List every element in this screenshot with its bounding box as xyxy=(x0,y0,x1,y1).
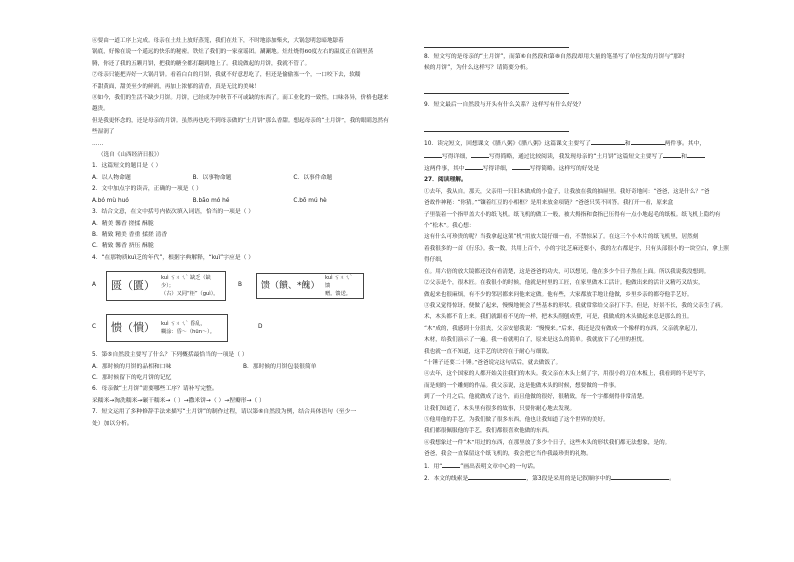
question-4 xyxy=(92,253,394,348)
article-line: 木材，给我们演示了一遍。我一看就明白了，原来是这么的简单。我就放下了心里的担忧。 xyxy=(424,337,648,344)
dict-row-cd xyxy=(92,308,394,348)
article-line: 到了一个月之后，他就做成了这个，而且他做的很好，很精致，每一个字都刻得非常清楚。 xyxy=(424,394,648,401)
article-line: 术，木头都不肯上来。我们就跟看不见的一样，把木头削刨成型，可是，我做成的木头做起来总是那么的丑。 xyxy=(424,314,693,321)
blank[interactable] xyxy=(687,151,705,158)
article-tail xyxy=(92,36,394,161)
q10-text: 和 xyxy=(681,153,687,160)
dict-def-line: kuì ㄎㄨㄟˋ 馈 xyxy=(325,275,353,290)
article-line: 这有什么可珍贵的呢？当我拿起这架“机”用放大镜仔细一看，不禁惊呆了。在这三个小木片的纸飞机里，居然刻 xyxy=(424,234,699,241)
q-text: 1．用“ xyxy=(424,463,443,470)
reading-question-2 xyxy=(424,473,730,485)
article-line: 而是刻的一个雕刻的作品。我父亲说，这是他做木头的时候，想要做的一件事。 xyxy=(424,382,620,389)
option-b[interactable]: B．那时候的月饼包装很简单 xyxy=(243,363,317,370)
article-line: 我也就一直不知道，这手艺的诀窍在于耐心与细致。 xyxy=(424,348,553,355)
option-a[interactable]: A．精美 馨香 搓揉 酥脆 xyxy=(92,220,154,227)
dict-def-line: kuì ㄎㄨㄟˋ 昏乱， xyxy=(161,321,206,328)
dict-headword: 愦（憒） xyxy=(111,321,155,335)
question-7 xyxy=(92,407,394,430)
question-stem: 9．短文最后一自然段与开头有什么关系？这样写有什么好处？ xyxy=(424,101,585,108)
blank[interactable] xyxy=(611,473,669,480)
article-line: ⑧如今，我们的生活不缺少月饼。月饼，已经成为中秋节不可或缺的东西了。而工业化的一致性，口味各异，价格也越来越贵。 xyxy=(92,95,389,113)
blank[interactable] xyxy=(591,138,625,145)
option-c-label: C xyxy=(92,324,97,331)
option-b[interactable]: B．以事物命题 xyxy=(192,174,232,181)
q10-text: 和 xyxy=(624,141,631,148)
question-5 xyxy=(92,350,394,384)
option-b[interactable]: B.bāo mó hé xyxy=(192,197,230,204)
q10-text: 两件事。其中， xyxy=(664,141,706,148)
article-line: 子里装着一个指甲盖大小的纸飞机。纸飞机的做工一般，被大拇指和食指已压得有一点小地起毛的纸板。纸飞机上隐约有个“松木”。我心想： xyxy=(424,211,721,230)
article-line: 锅底，好像在说一个遥远的快乐的秘密。铁灶了我们的一家童谣团。涮涮地。灶灶烧得60度左右的温度正在锅里蒸 xyxy=(92,49,374,56)
q10-text: 这两件事，其中 xyxy=(424,166,465,173)
option-c[interactable]: C．那时候留下的吃月饼的记忆 xyxy=(92,374,172,381)
q-text: ，第3段是采用的是记叙顺序中的 xyxy=(526,476,612,482)
option-c[interactable]: C．以事件命题 xyxy=(293,174,333,181)
article-line: 做起来也很麻烦，有不少的邻居都来问他来定做。他有些，大家都放手地让他做，乡里乡亲的都夸他手艺好。 xyxy=(424,291,693,298)
article-line: “木”成的，我感到十分沮丧，父亲安慰我说：“慢慢来。”后来，我还是没有做成一个像样的东西，父亲就拿起刀， xyxy=(424,325,702,332)
article-source: （选自《山西经济日报》） xyxy=(98,152,163,159)
question-6 xyxy=(92,384,394,407)
q10-line-2 xyxy=(424,151,730,163)
right-column xyxy=(424,36,730,485)
dict-entry-a[interactable] xyxy=(106,271,226,301)
question-stem: 8．短文写的是母亲的“土月饼”，而第⑥自然段和第⑧自然段却用大量的笔墨写了单位发的月饼与“那时 xyxy=(424,54,685,60)
option-c[interactable]: C．精致 馨香 挤压 酥脆 xyxy=(92,243,154,250)
question-stem xyxy=(424,461,730,473)
q10-text: 写得详细， xyxy=(482,166,512,173)
option-b[interactable]: B．精致 精美 香重 揉搓 清香 xyxy=(92,231,168,238)
q10-line-3 xyxy=(424,163,730,175)
blank[interactable] xyxy=(663,151,681,158)
option-d-label[interactable]: D xyxy=(258,324,263,331)
question-stem: 2．文中加点字的读音，正确的一项是（ ） xyxy=(92,186,202,193)
dict-entry-c[interactable] xyxy=(106,314,228,342)
dict-definition xyxy=(325,274,359,298)
article-line: 着我很多的一首《行乐》。我一数，共用上百个，小的字比芝麻还要小，我的左右都是字，只有头部很小的一块空白，拿上照得仔细， xyxy=(424,245,729,264)
blank[interactable] xyxy=(468,473,526,480)
question-stem: 3．结合文意，在文中括号内依次填入词语，恰当的一项是（ ） xyxy=(92,209,255,216)
question-stem: 7．短文运用了多种修辞手法来描写“土月饼”的制作过程，请以第⑥自然段为例，结合具体语句（至少一 xyxy=(92,409,357,416)
article-line: “十锤子还要二十锤。”爸爸说完这句话后，就去做饭了。 xyxy=(424,359,562,366)
q10-line-1 xyxy=(424,138,730,150)
q-text: 2．本文的线索是 xyxy=(424,476,469,482)
answer-line[interactable] xyxy=(424,121,569,132)
dict-definition xyxy=(161,274,219,298)
dict-def-line: 赠。馈送。 xyxy=(325,291,351,298)
answer-line[interactable] xyxy=(424,37,569,48)
question-options xyxy=(92,196,394,207)
dict-def-line: （古）又同“柜”（guì）。 xyxy=(161,291,219,298)
reading-question-1 xyxy=(424,461,730,473)
article-line: 不甜黄面，甜美至少的鲜润，再加上浓郁的清香，真是无比的美味！ xyxy=(92,83,260,90)
dict-def-line: kuì ㄎㄨㄟˋ 缺乏（缺 xyxy=(161,275,211,282)
q-text: 。 xyxy=(669,476,675,482)
article-line: 在。用六倍的放大镜都还没有看清楚，这是爸爸的功夫，可以想见，他在多少个日子熬在上面。所以我说我没想到。 xyxy=(424,268,710,275)
article-line: 腾，你还了我的五颗月饼，把我的糖全都打翻到地上了。我说做起的月饼，我就不管了。 xyxy=(92,60,311,67)
question-stem: 6．母亲做“土月饼”需要哪些工序？请补写完整。 xyxy=(92,386,218,393)
question-1 xyxy=(92,161,394,184)
article-line: ⑦母亲只能把弄好一大锅月饼。看着白白的月饼，我就不好意思吃了，但还是偷偷塞一个，一口咬下去，软糯 xyxy=(92,72,361,79)
option-c[interactable]: C.bō mú hè xyxy=(293,197,327,204)
question-stem: 1．这篇短文的题目是（ ） xyxy=(92,163,162,170)
blank[interactable] xyxy=(631,138,665,145)
blank[interactable] xyxy=(465,163,483,170)
article-line: …… xyxy=(92,140,104,147)
question-options xyxy=(92,173,394,184)
article-line: 我们都很佩服他的手艺，我们都很喜欢他做的东西。 xyxy=(424,428,553,435)
option-a[interactable]: A．那时候的月饼的品相和口味 xyxy=(92,363,172,370)
question-stem-cont: 候的月饼”，为什么这样写？请简要分析。 xyxy=(424,65,532,72)
option-a[interactable]: A．以人物命题 xyxy=(92,174,131,181)
article-line: 让我们知道了，木头里有很多的故事，只要你耐心地去发现。 xyxy=(424,405,576,412)
answer-line[interactable] xyxy=(424,83,569,94)
dict-headword: 馈（饋、*餽） xyxy=(261,281,320,292)
article-line: ③我又觉得惊讶，便做了起来，慢慢地便会了些基本的形状。我就常常给父亲打下手。但是，好景不长，我的父亲生了病。 xyxy=(424,302,727,309)
option-a[interactable]: A.bó mù huó xyxy=(92,197,129,204)
dict-def-line: 糊涂：昏～（hūn～）。 xyxy=(161,329,215,336)
article-line: ④去年，这个国家的人都开始关注我们的木头。我父亲在木头上刻了字，用很小的刀在木板上，我看到的不是写字， xyxy=(424,371,710,378)
article-line: ⑥要由一道工序上完成。母亲在土灶上放好蒸笼，我们在灶下，不时地添加柴火，大锅忽明忽暗地舔着 xyxy=(92,38,344,44)
article-line: ①去年，我从自。那天，父亲用一只旧木做成的小盒子，让我放在我的抽屉里。我好奇地问：“爸爸，这是什么？”爸 xyxy=(424,188,710,195)
q-text: ”画出表明文章中心的一句话。 xyxy=(460,463,539,470)
question-9 xyxy=(424,100,730,111)
left-column xyxy=(92,36,394,430)
option-b-label: B xyxy=(238,282,242,289)
option-a-label: A xyxy=(92,282,96,289)
dict-row-ab xyxy=(92,266,394,306)
section-title: 27．阅读理解。 xyxy=(424,177,467,184)
dict-definition xyxy=(161,320,215,336)
question-options xyxy=(92,362,394,373)
reading-article xyxy=(424,187,730,461)
blank[interactable] xyxy=(424,151,442,158)
article-line: ⑥我想象过一件“木”用过的东西，在那里放了多少个日子，这些木头的形状我们都无法想象，是的。 xyxy=(424,439,671,446)
dict-headword: 匮（匱） xyxy=(111,279,155,293)
q10-text: 写得详细， xyxy=(442,153,471,160)
question-stem: 4．“在那物质kuì乏的年代”，根据字典解释，“kuì”字应是（ ） xyxy=(92,254,255,261)
article-line: 爸故作神秘：“你猜。”“镶着红豆的小相框？是用来放金项链？”爸爸只笑不回答。我打开一看，原来盒 xyxy=(424,200,674,207)
question-3 xyxy=(92,207,394,253)
q10-text: 写得简略，通过比较阅读，我发现母亲的“土月饼”这篇短文主要写了 xyxy=(489,153,664,160)
question-8 xyxy=(424,52,730,75)
question-stem xyxy=(424,473,730,485)
article-line: ②父亲是个，很木匠。在我很小的时候，他就是村里的工匠，在家里做木工活计。他做出来的活计又精巧又结实， xyxy=(424,280,704,287)
question-2 xyxy=(92,184,394,207)
blank[interactable] xyxy=(471,151,489,158)
blank[interactable] xyxy=(442,461,460,468)
article-line: 但是我更怀念的，还是母亲的月饼。虽然再也吃不到母亲做的“土月饼”那么香甜。想起母亲的“土月饼”，我的眼睛忽然有些湿润了 xyxy=(92,117,389,136)
q10-text: 10．读完短文，回想课文《腊八粥》《腊八粥》这篇课文主要写了 xyxy=(424,141,591,148)
question-10 xyxy=(424,138,730,175)
process-flow[interactable]: 采糯米→淘洗糯米→碾干糯米→（ ）→撒米饼→（ ）→捏瓣形→（ ） xyxy=(92,397,265,404)
q10-text: 写得简略。这样写的好处是 xyxy=(529,166,600,173)
article-line: ⑤他用他的手艺，为我们做了很多东西，他也让我知道了这个世界的美好。 xyxy=(424,416,609,423)
question-stem: 5．第⑤自然段主要写了什么？下列概括最恰当的一项是（ ） xyxy=(92,352,248,359)
dict-entry-b[interactable] xyxy=(256,273,364,299)
article-line: 爸爸，我会一直保留这个纸飞机的，我会把它当作我最珍贵的礼物。 xyxy=(424,451,592,458)
blank[interactable] xyxy=(512,163,530,170)
question-stem-cont: 处）加以分析。 xyxy=(92,420,133,427)
dict-def-line: 少）； xyxy=(161,283,174,290)
